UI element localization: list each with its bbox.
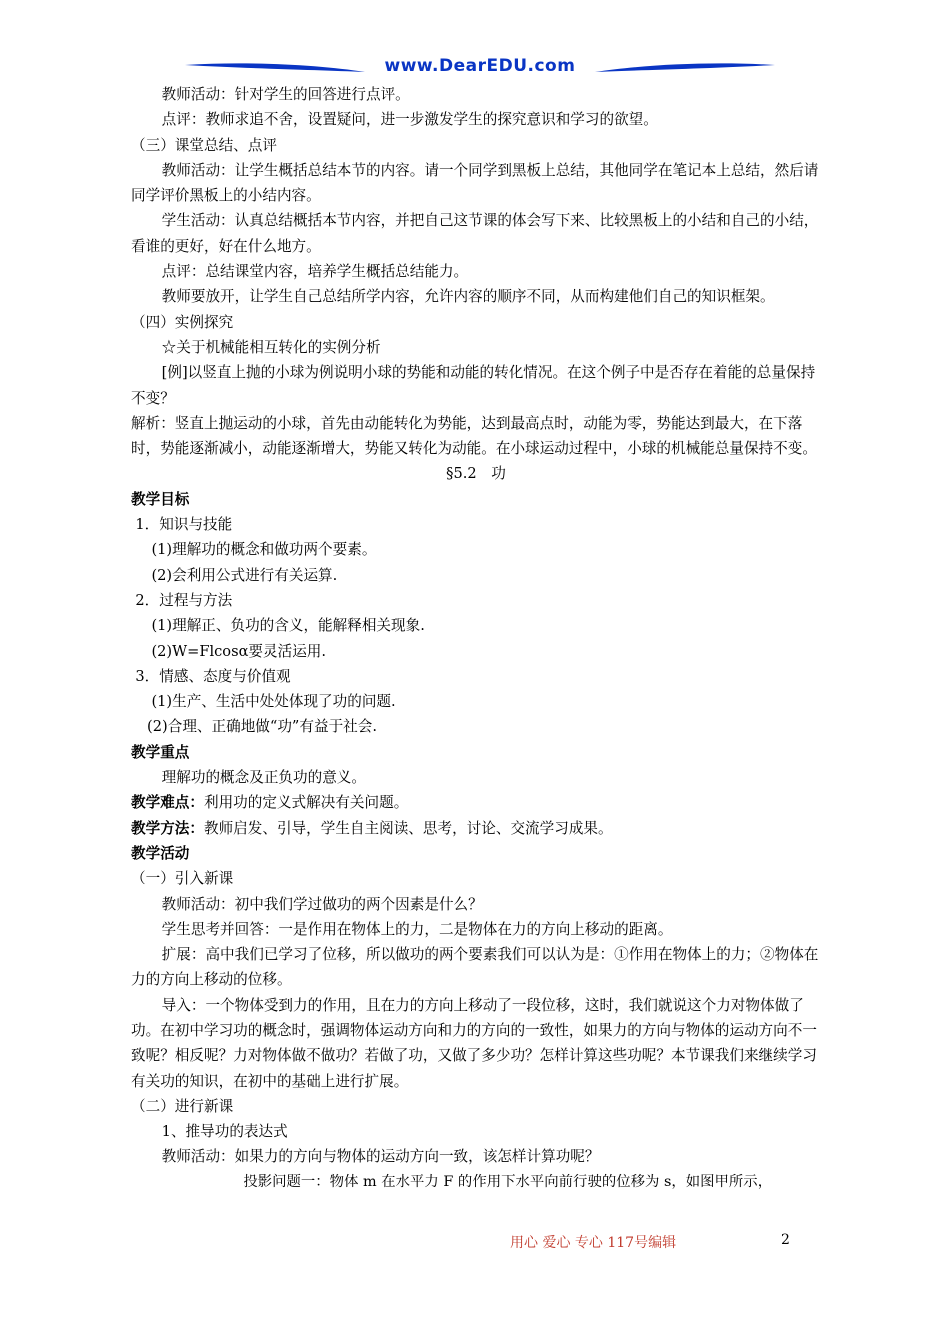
- paragraph: 教师活动：针对学生的回答进行点评。: [161, 86, 410, 103]
- heading-activities: 教学活动: [131, 844, 190, 862]
- subsection-heading: 1、推导功的表达式: [161, 1123, 288, 1141]
- list-item: 3．情感、态度与价值观: [135, 667, 291, 685]
- list-item: (2)W=Flcosα要灵活运用.: [151, 642, 327, 660]
- section-heading: （二）进行新课: [131, 1097, 234, 1115]
- paragraph: 教师活动：如果力的方向与物体的运动方向一致，该怎样计算功呢？: [161, 1148, 600, 1166]
- footer-slogan: 用心 爱心 专心 117号编辑: [510, 1235, 677, 1251]
- list-item: (1)理解正、负功的含义，能解释相关现象.: [151, 617, 425, 635]
- page-number: 2: [781, 1232, 790, 1248]
- chapter-title: §5.2 功: [446, 465, 506, 483]
- list-item: 1．知识与技能: [135, 516, 233, 534]
- paragraph: 教师要放开，让学生自己总结所学内容，允许内容的顺序不同，从而构建他们自己的知识框架。: [161, 288, 775, 306]
- heading-key-points: 教学重点: [131, 743, 190, 761]
- paragraph: 学生活动：认真总结概括本节内容，并把自己这节课的体会写下来、比较黑板上的小结和自己的小结，看谁的更好，好在什么地方。: [131, 212, 819, 255]
- analysis-paragraph: 解析：竖直上抛运动的小球，首先由动能转化为势能，达到最高点时，动能为零，势能达到最大，在下落时，势能逐渐减小，动能逐渐增大，势能又转化为动能。在小球运动过程中，小球的机械能总量保持不变。: [131, 414, 817, 458]
- difficulty-line: [131, 790, 821, 815]
- method-line: [131, 816, 821, 841]
- difficulty-text: 利用功的定义式解决有关问题。: [203, 794, 409, 812]
- list-item: 2．过程与方法: [135, 591, 233, 609]
- paragraph: 学生思考并回答：一是作用在物体上的力，二是物体在力的方向上移动的距离。: [161, 920, 673, 938]
- heading-objectives: 教学目标: [131, 490, 190, 508]
- example-paragraph: [例]以竖直上抛的小球为例说明小球的势能和动能的转化情况。在这个例子中是否存在着能的总量保持不变？: [131, 364, 816, 407]
- section-heading: （四）实例探究: [131, 313, 234, 331]
- paragraph: 教师活动：初中我们学过做功的两个因素是什么？: [161, 895, 483, 913]
- document-body: [131, 82, 821, 1195]
- site-url-banner: www.DearEDU.com: [384, 56, 576, 76]
- paragraph: 扩展：高中我们已学习了位移，所以做功的两个要素我们可以认为是：①作用在物体上的力；②物体在力的方向上移动的位移。: [131, 946, 819, 989]
- paragraph: 点评：总结课堂内容，培养学生概括总结能力。: [161, 263, 469, 281]
- difficulty-label: 教学难点：: [131, 794, 204, 812]
- header-banner: [180, 52, 780, 86]
- paragraph: 理解功的概念及正负功的意义。: [161, 769, 366, 787]
- projection-question: 投影问题一：物体 m 在水平力 F 的作用下水平向前行驶的位移为 s，如图甲所示，: [243, 1173, 773, 1190]
- list-item: (1)生产、生活中处处体现了功的问题.: [151, 693, 396, 711]
- paragraph: 点评：教师求追不舍，设置疑问，进一步激发学生的探究意识和学习的欲望。: [161, 111, 658, 129]
- paragraph: 教师活动：让学生概括总结本节的内容。请一个同学到黑板上总结，其他同学在笔记本上总结，然后请同学评价黑板上的小结内容。: [131, 161, 819, 205]
- method-text: 教师启发、引导，学生自主阅读、思考，讨论、交流学习成果。: [203, 819, 613, 837]
- paragraph: ☆关于机械能相互转化的实例分析: [161, 338, 381, 356]
- section-heading: （三）课堂总结、点评: [131, 136, 277, 154]
- list-item: (2)会利用公式进行有关运算.: [151, 566, 338, 584]
- list-item: (1)理解功的概念和做功两个要素。: [151, 541, 377, 559]
- paragraph: 导入：一个物体受到力的作用，且在力的方向上移动了一段位移，这时，我们就说这个力对物体做了功。在初中学习功的概念时，强调物体运动方向和力的方向的一致性，如果力的方向与物体的运动方向不一致呢？相反呢？力对物体做不做功？若做了功，又做了多少功？怎样计算这些功呢？本节课我们来继续学习有关功的知识，在初中的基础上进行扩展。: [131, 996, 817, 1090]
- list-item: (2)合理、正确地做“功”有益于社会.: [147, 718, 377, 736]
- section-heading: （一）引入新课: [131, 870, 234, 888]
- method-label: 教学方法：: [131, 819, 204, 837]
